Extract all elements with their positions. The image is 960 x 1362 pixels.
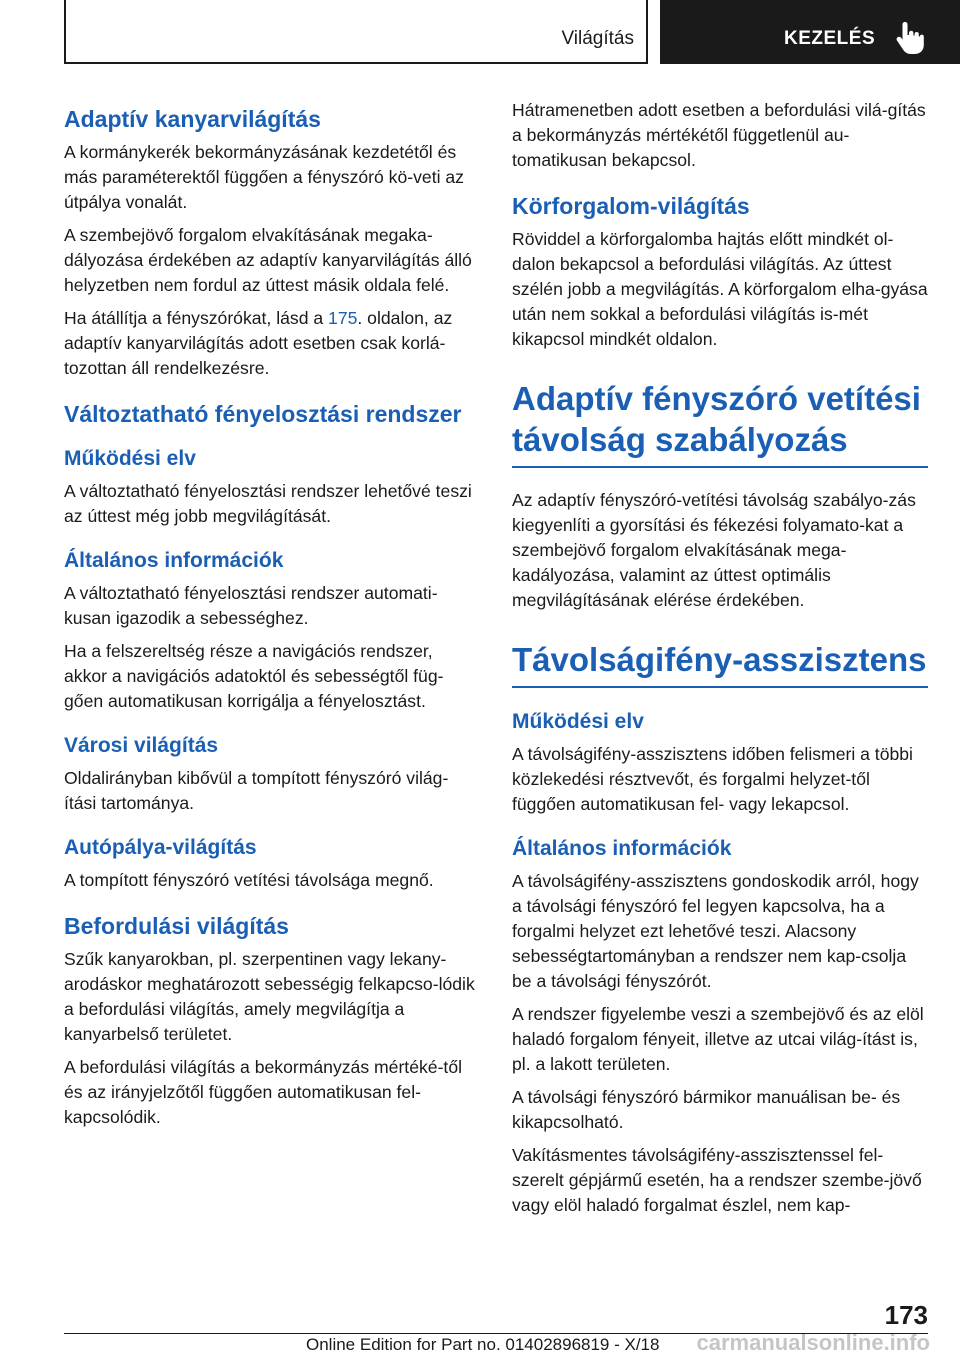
text: Ha átállítja a fényszórókat, lásd a xyxy=(64,308,329,328)
subheading-principle: Működési elv xyxy=(64,447,196,470)
edition-text: Online Edition for Part no. 01402896819 - X/18 xyxy=(306,1335,660,1354)
paragraph: A változtatható fényelosztási rendszer lehetővé teszi az úttest még jobb megvilágítását. xyxy=(64,481,472,526)
watermark: carmanualsonline.info xyxy=(696,1330,930,1355)
paragraph: A rendszer figyelembe veszi a szembejövő és az elöl haladó forgalom fényeit, illetve az utcai világ‐ítást is, pl. a lakott területen. xyxy=(512,1004,924,1074)
paragraph: A távolságifény-asszisztens időben felismeri a többi közlekedési résztvevőt, és forgalmi helyzet‐től függően automatikusan fel- vagy lekapcsol. xyxy=(512,744,913,814)
paragraph: A befordulási világítás a bekormányzás mértéké‐től és az irányjelzőtől függően automatikusan fel‐kapcsolódik. xyxy=(64,1057,463,1127)
paragraph: Röviddel a körforgalomba hajtás előtt mindkét ol‐dalon bekapcsol a befordulási világítás. Az úttest szélén jobb a megvilágítás. A körforgalom elha‐gyása után nem sokkal a befordulási világítás is‐mét kikapcsol mindkét oldalon. xyxy=(512,229,928,349)
right-column xyxy=(512,98,928,1226)
chapter-header xyxy=(64,0,648,64)
paragraph: A kormánykerék bekormányzásának kezdetétől és más paraméterektől függően a fényszóró kö‐veti az útpálya vonalát. xyxy=(64,142,464,212)
paragraph: Szűk kanyarokban, pl. szerpentinen vagy lekany‐arodáskor meghatározott sebességig felkapcso‐lódik a befordulási világítás, amely megvilágítja a kanyarbelső területet. xyxy=(64,949,475,1044)
subheading-city-light: Városi világítás xyxy=(64,734,219,757)
paragraph: A távolságifény-asszisztens gondoskodik arról, hogy a távolsági fényszóró fel legyen kapcsolva, ha a forgalmi helyzet ezt lehetővé teszi. Alacsony sebességtartományban a rendszer nem kap‐csolja be a távolsági fényszórót. xyxy=(512,871,919,991)
paragraph: A szembejövő forgalom elvakításának megaka‐dályozása érdekében az adaptív kanyarvilágítás álló helyzetben nem fordul az úttest másik oldala felé. xyxy=(64,225,472,295)
paragraph: Vakításmentes távolságifény-asszisztenssel fel‐szerelt gépjármű esetén, ha a rendszer szembe‐jövő vagy elöl haladó forgalmat észlel, nem kap‐ xyxy=(512,1145,922,1215)
heading-high-beam-assistant: Távolságifény-asszisztens xyxy=(512,639,928,688)
section-header xyxy=(660,0,960,64)
section-title: KEZELÉS xyxy=(784,28,876,49)
heading-turning-light: Befordulási világítás xyxy=(64,913,289,939)
paragraph: Hátramenetben adott esetben a befordulási vilá‐gítás a bekormányzás mértékétől függetlenül au‐tomatikusan bekapcsol. xyxy=(512,100,926,170)
heading-adaptive-headlight-range: Adaptív fényszóró vetítési távolság szabályozás xyxy=(512,378,928,468)
paragraph-with-page-ref xyxy=(64,306,476,381)
subheading-general-info: Általános információk xyxy=(512,837,732,860)
paragraph: A változtatható fényelosztási rendszer automati‐kusan igazodik a sebességhez. xyxy=(64,583,438,628)
heading-variable-light-distribution: Változtatható fényelosztási rendszer xyxy=(64,401,462,427)
paragraph: A tompított fényszóró vetítési távolsága megnő. xyxy=(64,870,434,890)
left-column xyxy=(64,104,476,1138)
subheading-general-info: Általános információk xyxy=(64,549,284,572)
subheading-motorway-light: Autópálya-világítás xyxy=(64,836,257,859)
paragraph: A távolsági fényszóró bármikor manuálisan be- és kikapcsolható. xyxy=(512,1087,901,1132)
paragraph: Az adaptív fényszóró-vetítési távolság szabályo‐zás kiegyenlíti a gyorsítási és fékezési folyamato‐kat a szembejövő forgalom elvakításának mega‐kadályozása, valamint az úttest optimális megvilágításának elérése érdekében. xyxy=(512,490,916,610)
page-number: 173 xyxy=(884,1300,928,1330)
page-reference-link[interactable]: 175 xyxy=(328,308,358,328)
heading-adaptive-curve-light: Adaptív kanyarvilágítás xyxy=(64,106,321,132)
pointing-hand-icon xyxy=(894,20,926,56)
paragraph: Ha a felszereltség része a navigációs rendszer, akkor a navigációs adatoktól és sebességtől füg‐gően automatikusan korrigálja a fényelosztást. xyxy=(64,641,444,711)
paragraph: Oldalirányban kibővül a tompított fényszóró világ‐ítási tartománya. xyxy=(64,768,449,813)
chapter-title: Világítás xyxy=(561,28,634,49)
heading-roundabout-light: Körforgalom-világítás xyxy=(512,193,750,219)
subheading-principle: Működési elv xyxy=(512,710,644,733)
text: . oldalon, az adaptív kanyarvilágítás adott esetben csak korlá‐tozottan áll rendelkezésre. xyxy=(64,308,453,378)
